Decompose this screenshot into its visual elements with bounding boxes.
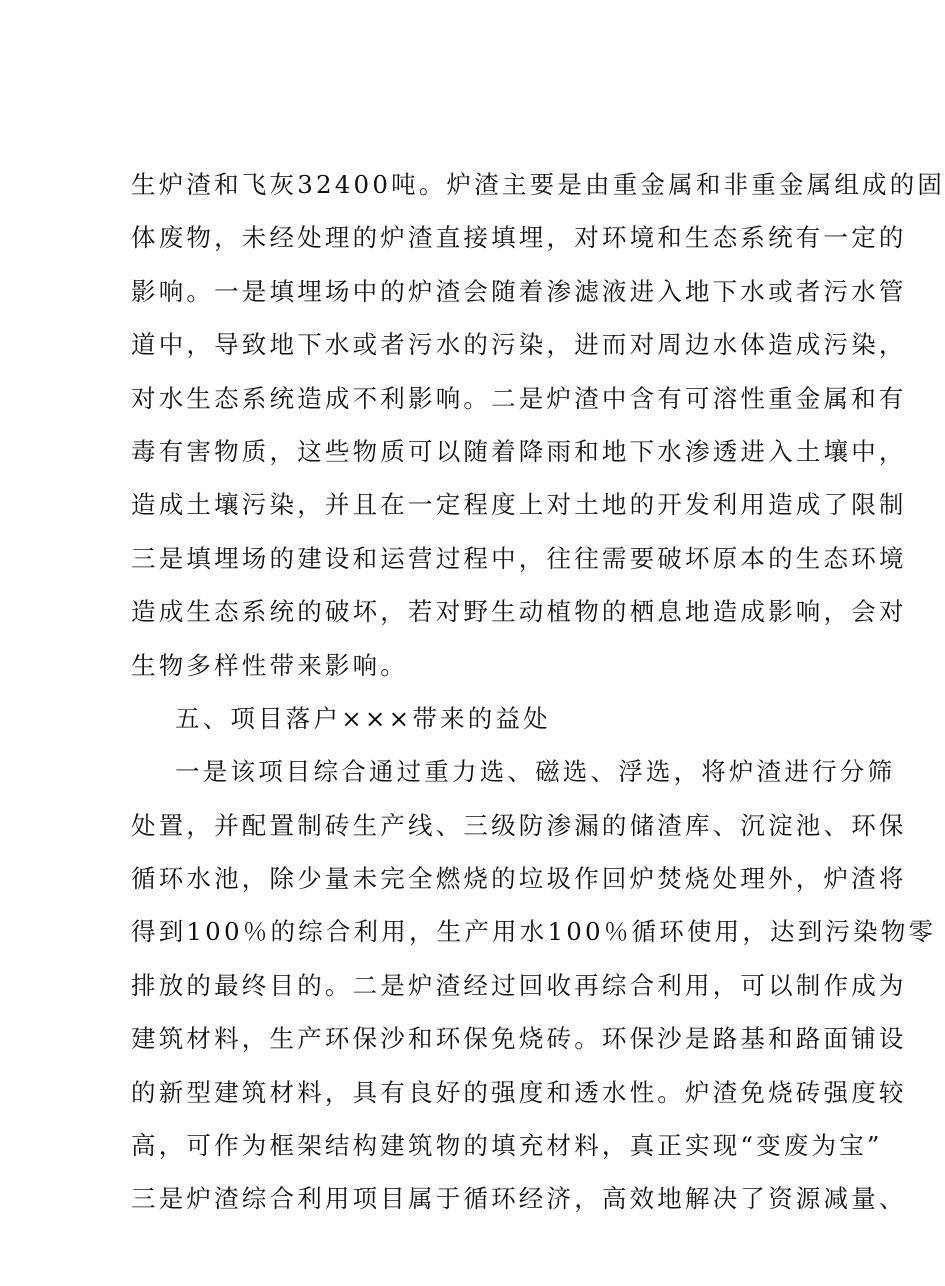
text-line: 处置，并配置制砖生产线、三级防渗漏的储渣库、沉淀池、环保 <box>131 810 907 840</box>
text-line: 对水生态系统造成不利影响。二是炉渣中含有可溶性重金属和有 <box>131 383 907 413</box>
text-line: 三是炉渣综合利用项目属于循环经济，高效地解决了资源减量、 <box>131 1184 907 1214</box>
section-heading: 五、项目落户×××带来的益处 <box>175 703 551 733</box>
text-line: 毒有害物质，这些物质可以随着降雨和地下水渗透进入土壤中， <box>131 436 907 466</box>
text-line: 一是该项目综合通过重力选、磁选、浮选，将炉渣进行分筛 <box>175 757 896 787</box>
text-line: 造成土壤污染，并且在一定程度上对土地的开发利用造成了限制 <box>131 490 907 520</box>
text-line: 生炉渣和飞灰32400吨。炉渣主要是由重金属和非重金属组成的固 <box>131 170 945 199</box>
document-body <box>131 158 945 1226</box>
text-line: 三是填埋场的建设和运营过程中，往往需要破坏原本的生态环境 <box>131 543 907 573</box>
text-line: 排放的最终目的。二是炉渣经过回收再综合利用，可以制作成为 <box>131 970 907 1000</box>
text-line: 体废物，未经处理的炉渣直接填埋，对环境和生态系统有一定的 <box>131 223 907 253</box>
text-line: 高，可作为框架结构建筑物的填充材料，真正实现“变废为宝” <box>131 1131 883 1161</box>
text-line: 得到100％的综合利用，生产用水100％循环使用，达到污染物零 <box>131 917 937 947</box>
text-line: 生物多样性带来影响。 <box>131 650 408 680</box>
text-line: 造成生态系统的破坏，若对野生动植物的栖息地造成影响，会对 <box>131 597 907 627</box>
text-line: 道中，导致地下水或者污水的污染，进而对周边水体造成污染， <box>131 330 907 360</box>
text-line: 建筑材料，生产环保沙和环保免烧砖。环保沙是路基和路面铺设 <box>131 1024 907 1054</box>
text-line: 影响。一是填埋场中的炉渣会随着渗滤液进入地下水或者污水管 <box>131 276 907 306</box>
text-line: 的新型建筑材料，具有良好的强度和透水性。炉渣免烧砖强度较 <box>131 1077 907 1107</box>
text-line: 循环水池，除少量未完全燃烧的垃圾作回炉焚烧处理外，炉渣将 <box>131 864 907 894</box>
